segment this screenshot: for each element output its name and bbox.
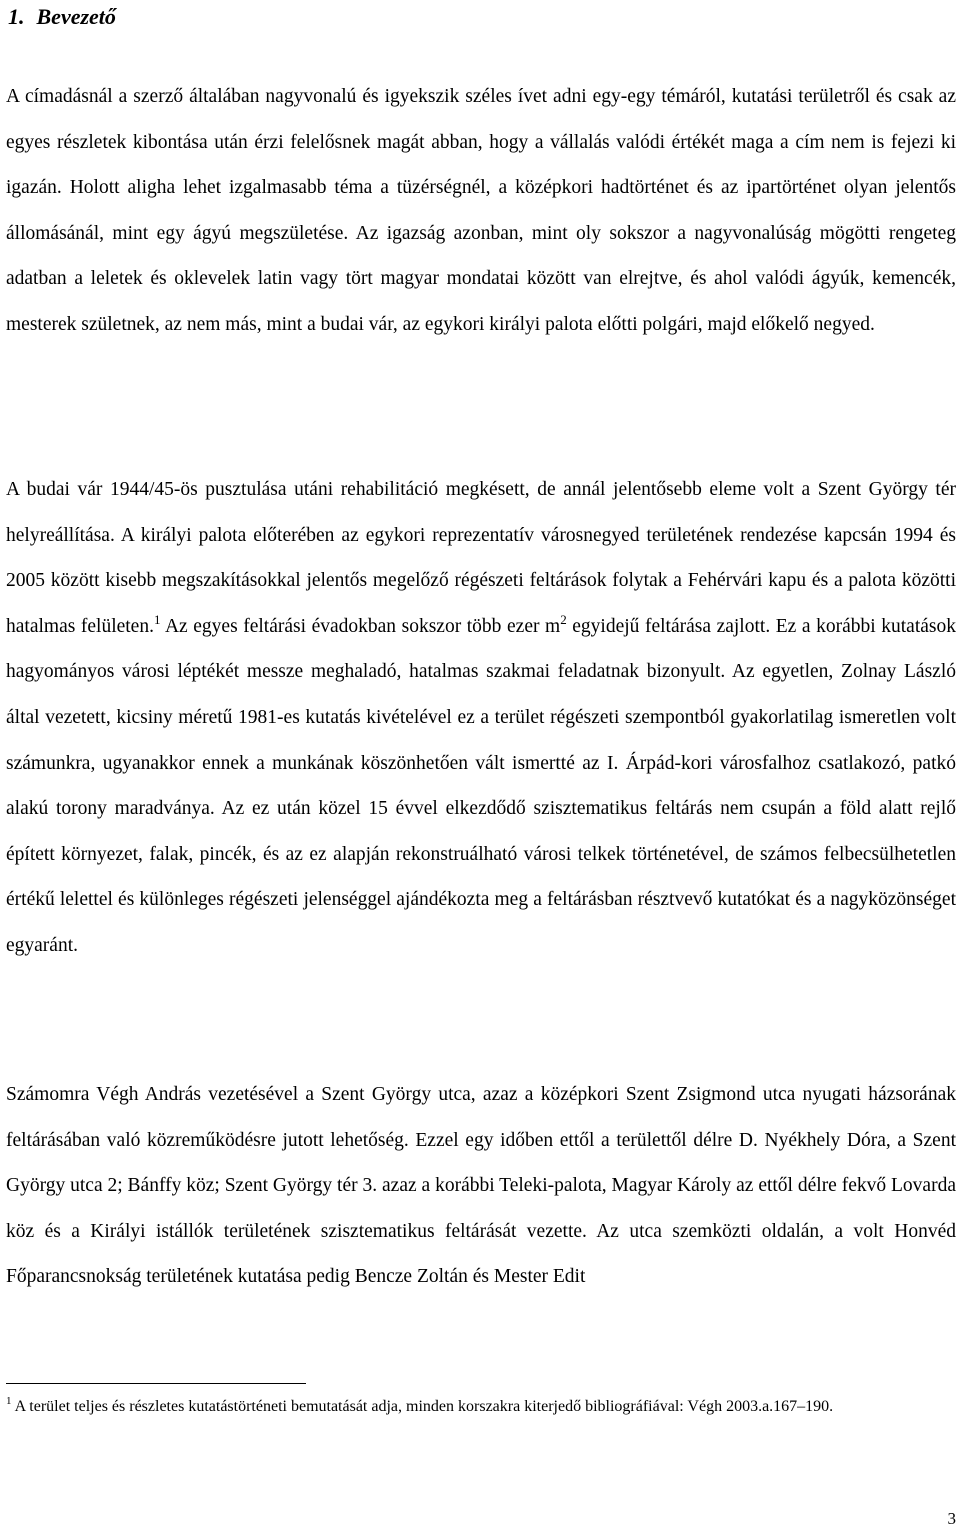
paragraph-text: A címadásnál a szerző általában nagyvonalú és igyekszik széles ívet adni egy-egy témáról, kutatási területről és csak az egyes részletek kibontása után érzi felelősnek magát abban, hogy a vállalás valódi értékét maga a cím nem is fejezi ki igazán. Holott aligha lehet izgalmasabb téma a tüzérségnél, a középkori hadtörténet és az ipartörténet olyan jelentős állomásánál, mint egy ágyú megszületése. Az igazság azonban, mint oly sokszor a nagyvonalúság mögötti rengeteg adatban a leletek és oklevelek latin vagy tört magyar mondatai között van elrejtve, és ahol valódi ágyúk, kemencék, mesterek születnek, az nem más, mint a budai vár, az egykori királyi palota előtti polgári, majd előkelő negyed. (6, 86, 956, 335)
paragraph-intro (6, 74, 956, 348)
footnote (6, 1388, 956, 1426)
paragraph-text: Az egyes feltárási évadokban sokszor több ezer m (160, 615, 561, 637)
paragraph-text: A budai vár 1944/45-ös pusztulása utáni rehabilitáció megkésett, de annál jelentősebb eleme volt a Szent György tér helyreállítása. A királyi palota előterében az egykori reprezentatív városnegyed területének rendezése kapcsán 1994 és 2005 között kisebb megszakításokkal jelentős megelőző régészeti feltárások folytak a Fehérvári kapu és a palota közötti hatalmas felületen. (6, 479, 956, 637)
square-meter-superscript: 2 (560, 611, 567, 627)
paragraph-participation (6, 1072, 956, 1300)
page-number: 3 (947, 1509, 956, 1528)
section-number: 1. (8, 4, 25, 29)
paragraph-text: egyidejű feltárása zajlott. Ez a korábbi kutatások hagyományos városi léptékét messze meghaladó, hatalmas szakmai feladatnak bizonyult. Az egyetlen, Zolnay László által vezetett, kicsiny méretű 1981-es kutatás kivételével ez a terület régészeti szempontból gyakorlatilag ismeretlen volt számunkra, ugyanakkor ennek a munkának köszönhetően vált ismertté az I. Árpád-kori városfalhoz csatlakozó, patkó alakú torony maradványa. Az ez után közel 15 évvel elkezdődő szisztematikus feltárás nem csupán a föld alatt rejlő épített környezet, falak, pincék, és az ez alapján rekonstruálható városi telkek történetével, de számos felbecsülhetetlen értékű lelettel és különleges régészeti jelenséggel ajándékozta meg a feltárásban résztvevő kutatókat és a nagyközönséget egyaránt. (6, 615, 956, 956)
footnote-marker: 1 (6, 1395, 12, 1407)
section-title: Bevezető (36, 4, 116, 29)
footnote-text: A terület teljes és részletes kutatástörténeti bemutatását adja, minden korszakra kiterjedő bibliográfiával: Végh 2003.a.167–190. (11, 1398, 834, 1415)
paragraph-excavation (6, 467, 956, 969)
footnote-reference[interactable]: 1 (153, 611, 161, 627)
paragraph-text: Számomra Végh András vezetésével a Szent György utca, azaz a középkori Szent Zsigmond utca nyugati házsorának feltárásában való közreműködésre jutott lehetőség. Ezzel egy időben ettől a területtől délre D. Nyékhely Dóra, a Szent György utca 2; Bánffy köz; Szent György tér 3. azaz a korábbi Teleki-palota, Magyar Károly az ettől délre fekvő Lovarda köz és a Királyi istállók területének szisztematikus feltárását vezette. Az utca szemközti oldalán, a volt Honvéd Főparancsnokság területének kutatása pedig Bencze Zoltán és Mester Edit (6, 1084, 956, 1288)
footnote-divider (6, 1383, 306, 1384)
section-heading (8, 2, 116, 32)
